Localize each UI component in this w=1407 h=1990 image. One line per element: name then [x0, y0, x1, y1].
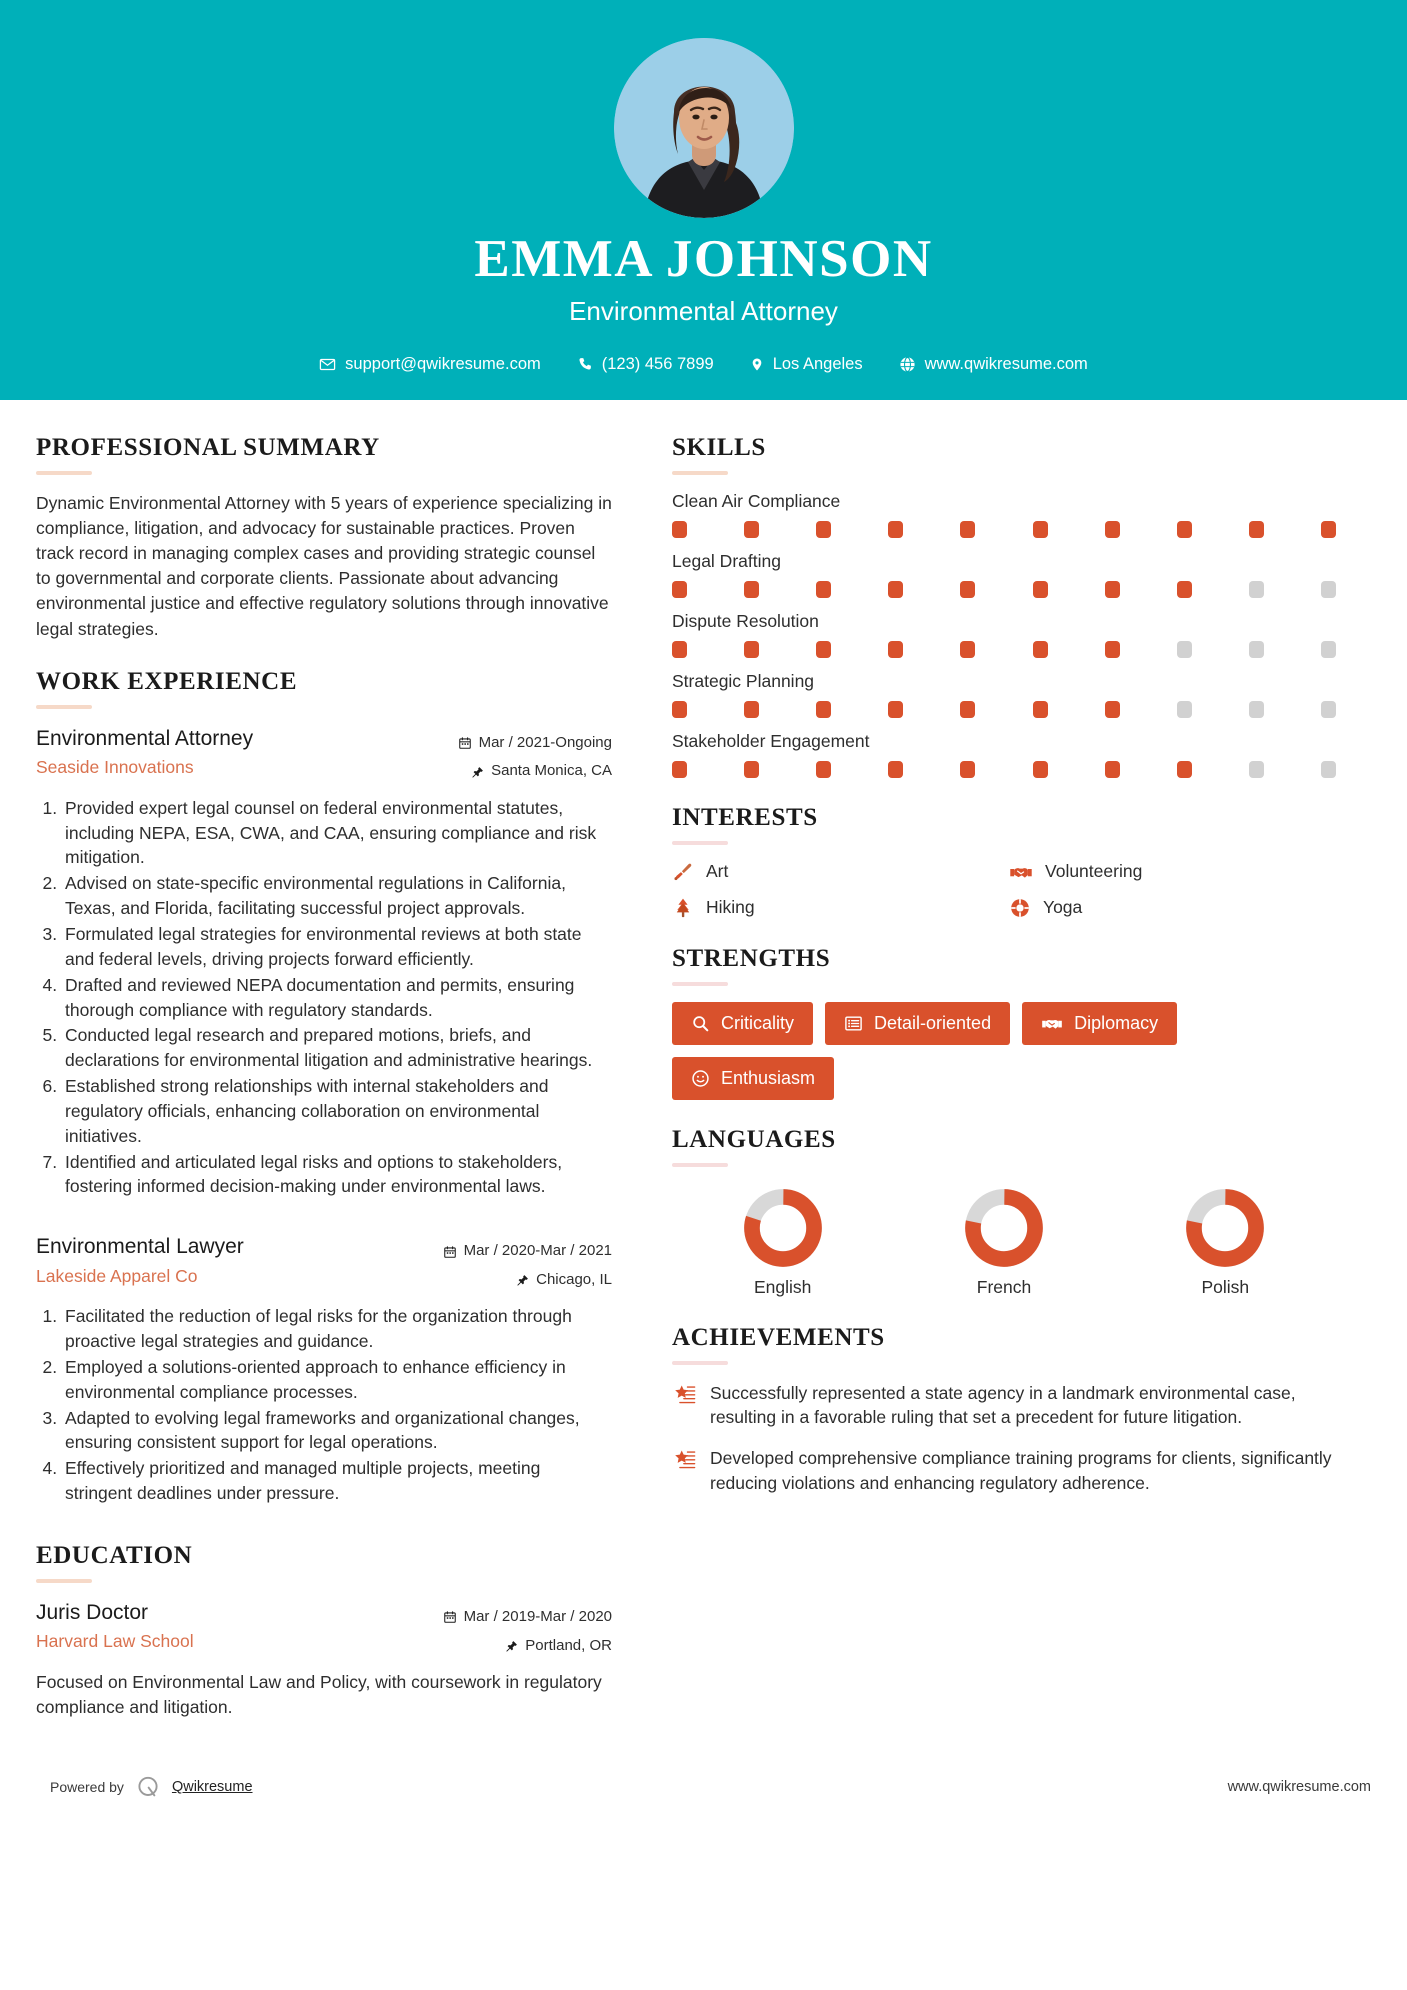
job-bullet: 2. Advised on state-specific environmental regulations in California, Texas, and Florida, facilitating successful project approvals.: [62, 871, 612, 921]
education-location-line: [443, 1632, 612, 1661]
languages-list: [672, 1183, 1336, 1298]
experience-item-title-block: [36, 725, 458, 780]
skill-dot: [960, 761, 975, 778]
skill-dot: [960, 521, 975, 538]
language-item-polish: [1116, 1187, 1335, 1298]
avatar: [614, 38, 794, 218]
pushpin-icon: [472, 765, 484, 779]
achievements-heading: ACHIEVEMENTS: [672, 1323, 885, 1351]
skill-dot: [1033, 761, 1048, 778]
strengths-heading: STRENGTHS: [672, 944, 831, 972]
achievement-text: Developed comprehensive compliance training programs for clients, significantly reducing violations and enhancing regulatory adherence.: [710, 1448, 1332, 1494]
job-bullet: 6. Established strong relationships with internal stakeholders and regulatory officials, enhancing collaboration on environmental initiatives.: [62, 1074, 612, 1149]
job-bullet: 3. Formulated legal strategies for environmental reviews at both state and federal levels, driving projects forward efficiently.: [62, 922, 612, 972]
skill-dot: [1249, 521, 1264, 538]
interest-item-art: [672, 861, 999, 883]
interest-item-hiking: [672, 897, 999, 919]
job-dates: Mar / 2020-Mar / 2021: [463, 1242, 612, 1260]
job-company: Seaside Innovations: [36, 757, 194, 778]
experience-item-meta: [458, 725, 612, 786]
job-location: Chicago, IL: [536, 1270, 612, 1288]
skill-rating: [672, 521, 1336, 538]
skill-dot: [1321, 701, 1336, 718]
skill-dot: [672, 641, 687, 658]
skill-dot: [744, 641, 759, 658]
interests-heading: INTERESTS: [672, 803, 818, 831]
skill-dot: [1177, 581, 1192, 598]
education-item-title-block: [36, 1599, 443, 1654]
right-column: [636, 434, 1336, 1747]
summary-heading: PROFESSIONAL SUMMARY: [36, 433, 380, 461]
job-bullet: 4. Drafted and reviewed NEPA documentation and permits, ensuring thorough compliance with regulatory standards.: [62, 973, 612, 1023]
calendar-icon: [443, 1245, 457, 1259]
education-dates-line: [443, 1603, 612, 1632]
brand-name[interactable]: Qwikresume: [171, 1779, 253, 1796]
skill-name: Dispute Resolution: [672, 610, 819, 631]
skill-dot: [744, 581, 759, 598]
contact-phone-text: (123) 456 7899: [601, 354, 714, 373]
experience-item: [36, 1233, 612, 1506]
skill-dot: [960, 581, 975, 598]
contact-location: [732, 355, 881, 374]
interest-label: Hiking: [706, 897, 755, 918]
tree-icon: [672, 897, 694, 919]
skill-dot: [888, 521, 903, 538]
skill-dot: [816, 761, 831, 778]
skill-item: [672, 731, 1336, 778]
contact-phone[interactable]: [559, 355, 732, 374]
experience-item-header: [36, 725, 612, 786]
skill-dot: [1249, 761, 1264, 778]
achievement-item: [672, 1381, 1336, 1431]
star-badge-icon: [672, 1384, 696, 1406]
job-bullet: 1. Provided expert legal counsel on federal environmental statutes, including NEPA, ESA, CWA, and CAA, ensuring compliance and risk mitigation.: [62, 796, 612, 871]
skill-name: Legal Drafting: [672, 550, 781, 571]
skill-dot: [1033, 701, 1048, 718]
pushpin-icon: [506, 1639, 518, 1653]
skill-dot: [888, 641, 903, 658]
strength-pill-diplomacy: [1022, 1002, 1177, 1045]
experience-item-title-block: [36, 1233, 443, 1288]
experience-item-meta: [443, 1233, 612, 1294]
experience-item: [36, 725, 612, 1200]
star-badge-icon: [672, 1449, 696, 1471]
job-title: Environmental Attorney: [569, 295, 838, 326]
section-skills: [672, 434, 1336, 778]
powered-by-label: Powered by: [50, 1779, 124, 1796]
interest-item-yoga: [1009, 897, 1336, 919]
experience-item-header: [36, 1233, 612, 1294]
skill-dot: [960, 701, 975, 718]
skill-dot: [672, 581, 687, 598]
strengths-list: [672, 1002, 1336, 1100]
skill-dot: [1033, 641, 1048, 658]
job-bullet-list: [36, 796, 612, 1200]
resume-footer: [0, 1752, 1407, 1820]
interests-grid: [672, 861, 1336, 919]
language-name: French: [976, 1276, 1032, 1297]
envelope-icon: [319, 356, 336, 373]
lifebuoy-icon: [1009, 897, 1031, 919]
qwikresume-logo-icon: [135, 1774, 161, 1800]
job-bullet-list: [36, 1304, 612, 1506]
achievement-item: [672, 1446, 1336, 1496]
skill-dot: [1033, 581, 1048, 598]
job-bullet: 4. Effectively prioritized and managed multiple projects, meeting stringent deadlines under pressure.: [62, 1456, 612, 1506]
skill-dot: [1177, 701, 1192, 718]
job-role: Environmental Lawyer: [36, 1235, 244, 1259]
paintbrush-icon: [672, 861, 694, 883]
achievement-text: Successfully represented a state agency in a landmark environmental case, resulting in a favorable ruling that set a precedent for future litigation.: [710, 1382, 1296, 1428]
avatar-photo-icon: [614, 38, 794, 218]
education-item: [36, 1599, 612, 1720]
skill-dot: [888, 701, 903, 718]
experience-heading: WORK EXPERIENCE: [36, 667, 298, 695]
education-description: Focused on Environmental Law and Policy, with coursework in regulatory compliance and litigation.: [36, 1672, 602, 1718]
summary-text: Dynamic Environmental Attorney with 5 years of experience specializing in compliance, litigation, and advocacy for sustainable practices. Proven track record in managing complex cases and providing strategic counsel to governmental and corporate clients. Passionate about advancing environmental justice and effective regulatory solutions through innovative legal strategies.: [36, 492, 612, 639]
job-dates-line: [458, 729, 612, 758]
job-location-line: [443, 1266, 612, 1295]
job-location: Santa Monica, CA: [491, 762, 612, 780]
skill-dot: [1249, 581, 1264, 598]
section-rule: [672, 471, 728, 475]
skill-dot: [1321, 581, 1336, 598]
job-location-line: [458, 757, 612, 786]
skill-dot: [672, 521, 687, 538]
section-education: [36, 1542, 612, 1720]
contact-email-text: support@qwikresume.com: [345, 354, 541, 373]
contact-row: [0, 355, 1407, 374]
skill-dot: [888, 761, 903, 778]
section-languages: [672, 1126, 1336, 1298]
skill-dot: [1105, 761, 1120, 778]
skill-dot: [1321, 641, 1336, 658]
section-rule: [36, 471, 92, 475]
search-icon: [691, 1014, 710, 1033]
job-role: Environmental Attorney: [36, 726, 254, 750]
skill-dot: [816, 641, 831, 658]
donut-chart-french: [963, 1187, 1045, 1269]
interest-item-volunteering: [1009, 861, 1336, 883]
skills-heading: SKILLS: [672, 433, 766, 461]
contact-website-text: www.qwikresume.com: [924, 354, 1088, 373]
skill-dot: [1249, 641, 1264, 658]
phone-icon: [577, 356, 593, 372]
school-name: Harvard Law School: [36, 1631, 194, 1652]
section-rule: [672, 1361, 728, 1365]
section-rule: [672, 982, 728, 986]
section-interests: [672, 804, 1336, 919]
skill-dot: [1105, 701, 1120, 718]
skill-rating: [672, 701, 1336, 718]
skill-dot: [1105, 581, 1120, 598]
full-name: EMMA JOHNSON: [474, 230, 933, 288]
skill-name: Strategic Planning: [672, 670, 815, 691]
interest-label: Volunteering: [1045, 861, 1143, 882]
section-strengths: [672, 945, 1336, 1100]
resume-body: [0, 400, 1407, 1747]
skill-dot: [1105, 641, 1120, 658]
language-item-english: [673, 1187, 892, 1298]
skill-dot: [1177, 641, 1192, 658]
powered-by-block: [50, 1774, 253, 1800]
list-icon: [844, 1014, 863, 1033]
skill-dot: [672, 701, 687, 718]
strength-label: Diplomacy: [1074, 1012, 1159, 1033]
section-achievements: [672, 1324, 1336, 1496]
skill-dot: [672, 761, 687, 778]
skill-dot: [744, 701, 759, 718]
language-name: English: [753, 1276, 812, 1297]
skill-name: Stakeholder Engagement: [672, 730, 870, 751]
skill-dot: [1249, 701, 1264, 718]
education-item-header: [36, 1599, 612, 1660]
strength-pill-criticality: [672, 1002, 813, 1045]
interest-label: Art: [706, 861, 729, 882]
footer-url[interactable]: www.qwikresume.com: [1227, 1779, 1371, 1796]
skill-dot: [1177, 521, 1192, 538]
resume-header: [0, 0, 1407, 400]
skill-dot: [744, 521, 759, 538]
job-dates-line: [443, 1237, 612, 1266]
section-rule: [36, 705, 92, 709]
skill-rating: [672, 641, 1336, 658]
skill-item: [672, 551, 1336, 598]
job-bullet: 7. Identified and articulated legal risks and options to stakeholders, fostering informed decision-making under environmental laws.: [62, 1150, 612, 1200]
pushpin-icon: [517, 1273, 529, 1287]
skill-name: Clean Air Compliance: [672, 490, 841, 511]
skill-dot: [816, 521, 831, 538]
handshake-icon: [1009, 861, 1033, 883]
strength-label: Criticality: [721, 1012, 795, 1033]
skill-rating: [672, 581, 1336, 598]
degree-name: Juris Doctor: [36, 1601, 149, 1625]
calendar-icon: [443, 1610, 457, 1624]
interest-label: Yoga: [1043, 897, 1083, 918]
contact-email[interactable]: [301, 355, 559, 374]
job-bullet: 5. Conducted legal research and prepared motions, briefs, and declarations for environmental litigation and administrative hearings.: [62, 1023, 612, 1073]
skill-rating: [672, 761, 1336, 778]
job-bullet: 3. Adapted to evolving legal frameworks and organizational changes, ensuring consistent support for legal operations.: [62, 1406, 612, 1456]
language-item-french: [894, 1187, 1113, 1298]
language-name: Polish: [1201, 1276, 1250, 1297]
donut-chart-english: [742, 1187, 824, 1269]
donut-chart-polish: [1184, 1187, 1266, 1269]
job-company: Lakeside Apparel Co: [36, 1265, 198, 1286]
calendar-icon: [458, 736, 472, 750]
strength-pill-detail-oriented: [825, 1002, 1010, 1045]
skill-dot: [1321, 521, 1336, 538]
languages-heading: LANGUAGES: [672, 1125, 836, 1153]
section-rule: [672, 1163, 728, 1167]
education-dates: Mar / 2019-Mar / 2020: [463, 1608, 612, 1626]
section-professional-summary: [36, 434, 612, 642]
strength-label: Enthusiasm: [721, 1067, 816, 1088]
handshake-icon: [1041, 1014, 1063, 1033]
skill-dot: [816, 581, 831, 598]
strength-label: Detail-oriented: [874, 1012, 992, 1033]
strength-pill-enthusiasm: [672, 1057, 834, 1100]
skill-dot: [960, 641, 975, 658]
contact-website[interactable]: [881, 355, 1106, 374]
job-bullet: 2. Employed a solutions-oriented approach to enhance efficiency in environmental compliance processes.: [62, 1355, 612, 1405]
skill-item: [672, 671, 1336, 718]
skill-dot: [1177, 761, 1192, 778]
skill-item: [672, 491, 1336, 538]
contact-location-text: Los Angeles: [772, 354, 863, 373]
job-dates: Mar / 2021-Ongoing: [478, 733, 612, 751]
skill-dot: [1105, 521, 1120, 538]
smiley-icon: [691, 1069, 710, 1088]
skill-dot: [1321, 761, 1336, 778]
section-work-experience: [36, 668, 612, 1506]
job-bullet: 1. Facilitated the reduction of legal risks for the organization through proactive legal strategies and guidance.: [62, 1304, 612, 1354]
education-item-meta: [443, 1599, 612, 1660]
skill-item: [672, 611, 1336, 658]
left-column: [36, 434, 636, 1747]
education-heading: EDUCATION: [36, 1542, 193, 1570]
skill-dot: [744, 761, 759, 778]
map-pin-icon: [750, 356, 764, 373]
skill-dot: [888, 581, 903, 598]
skill-dot: [1033, 521, 1048, 538]
education-location: Portland, OR: [525, 1636, 612, 1654]
section-rule: [672, 841, 728, 845]
section-rule: [36, 1579, 92, 1583]
skill-dot: [816, 701, 831, 718]
globe-icon: [899, 356, 916, 373]
